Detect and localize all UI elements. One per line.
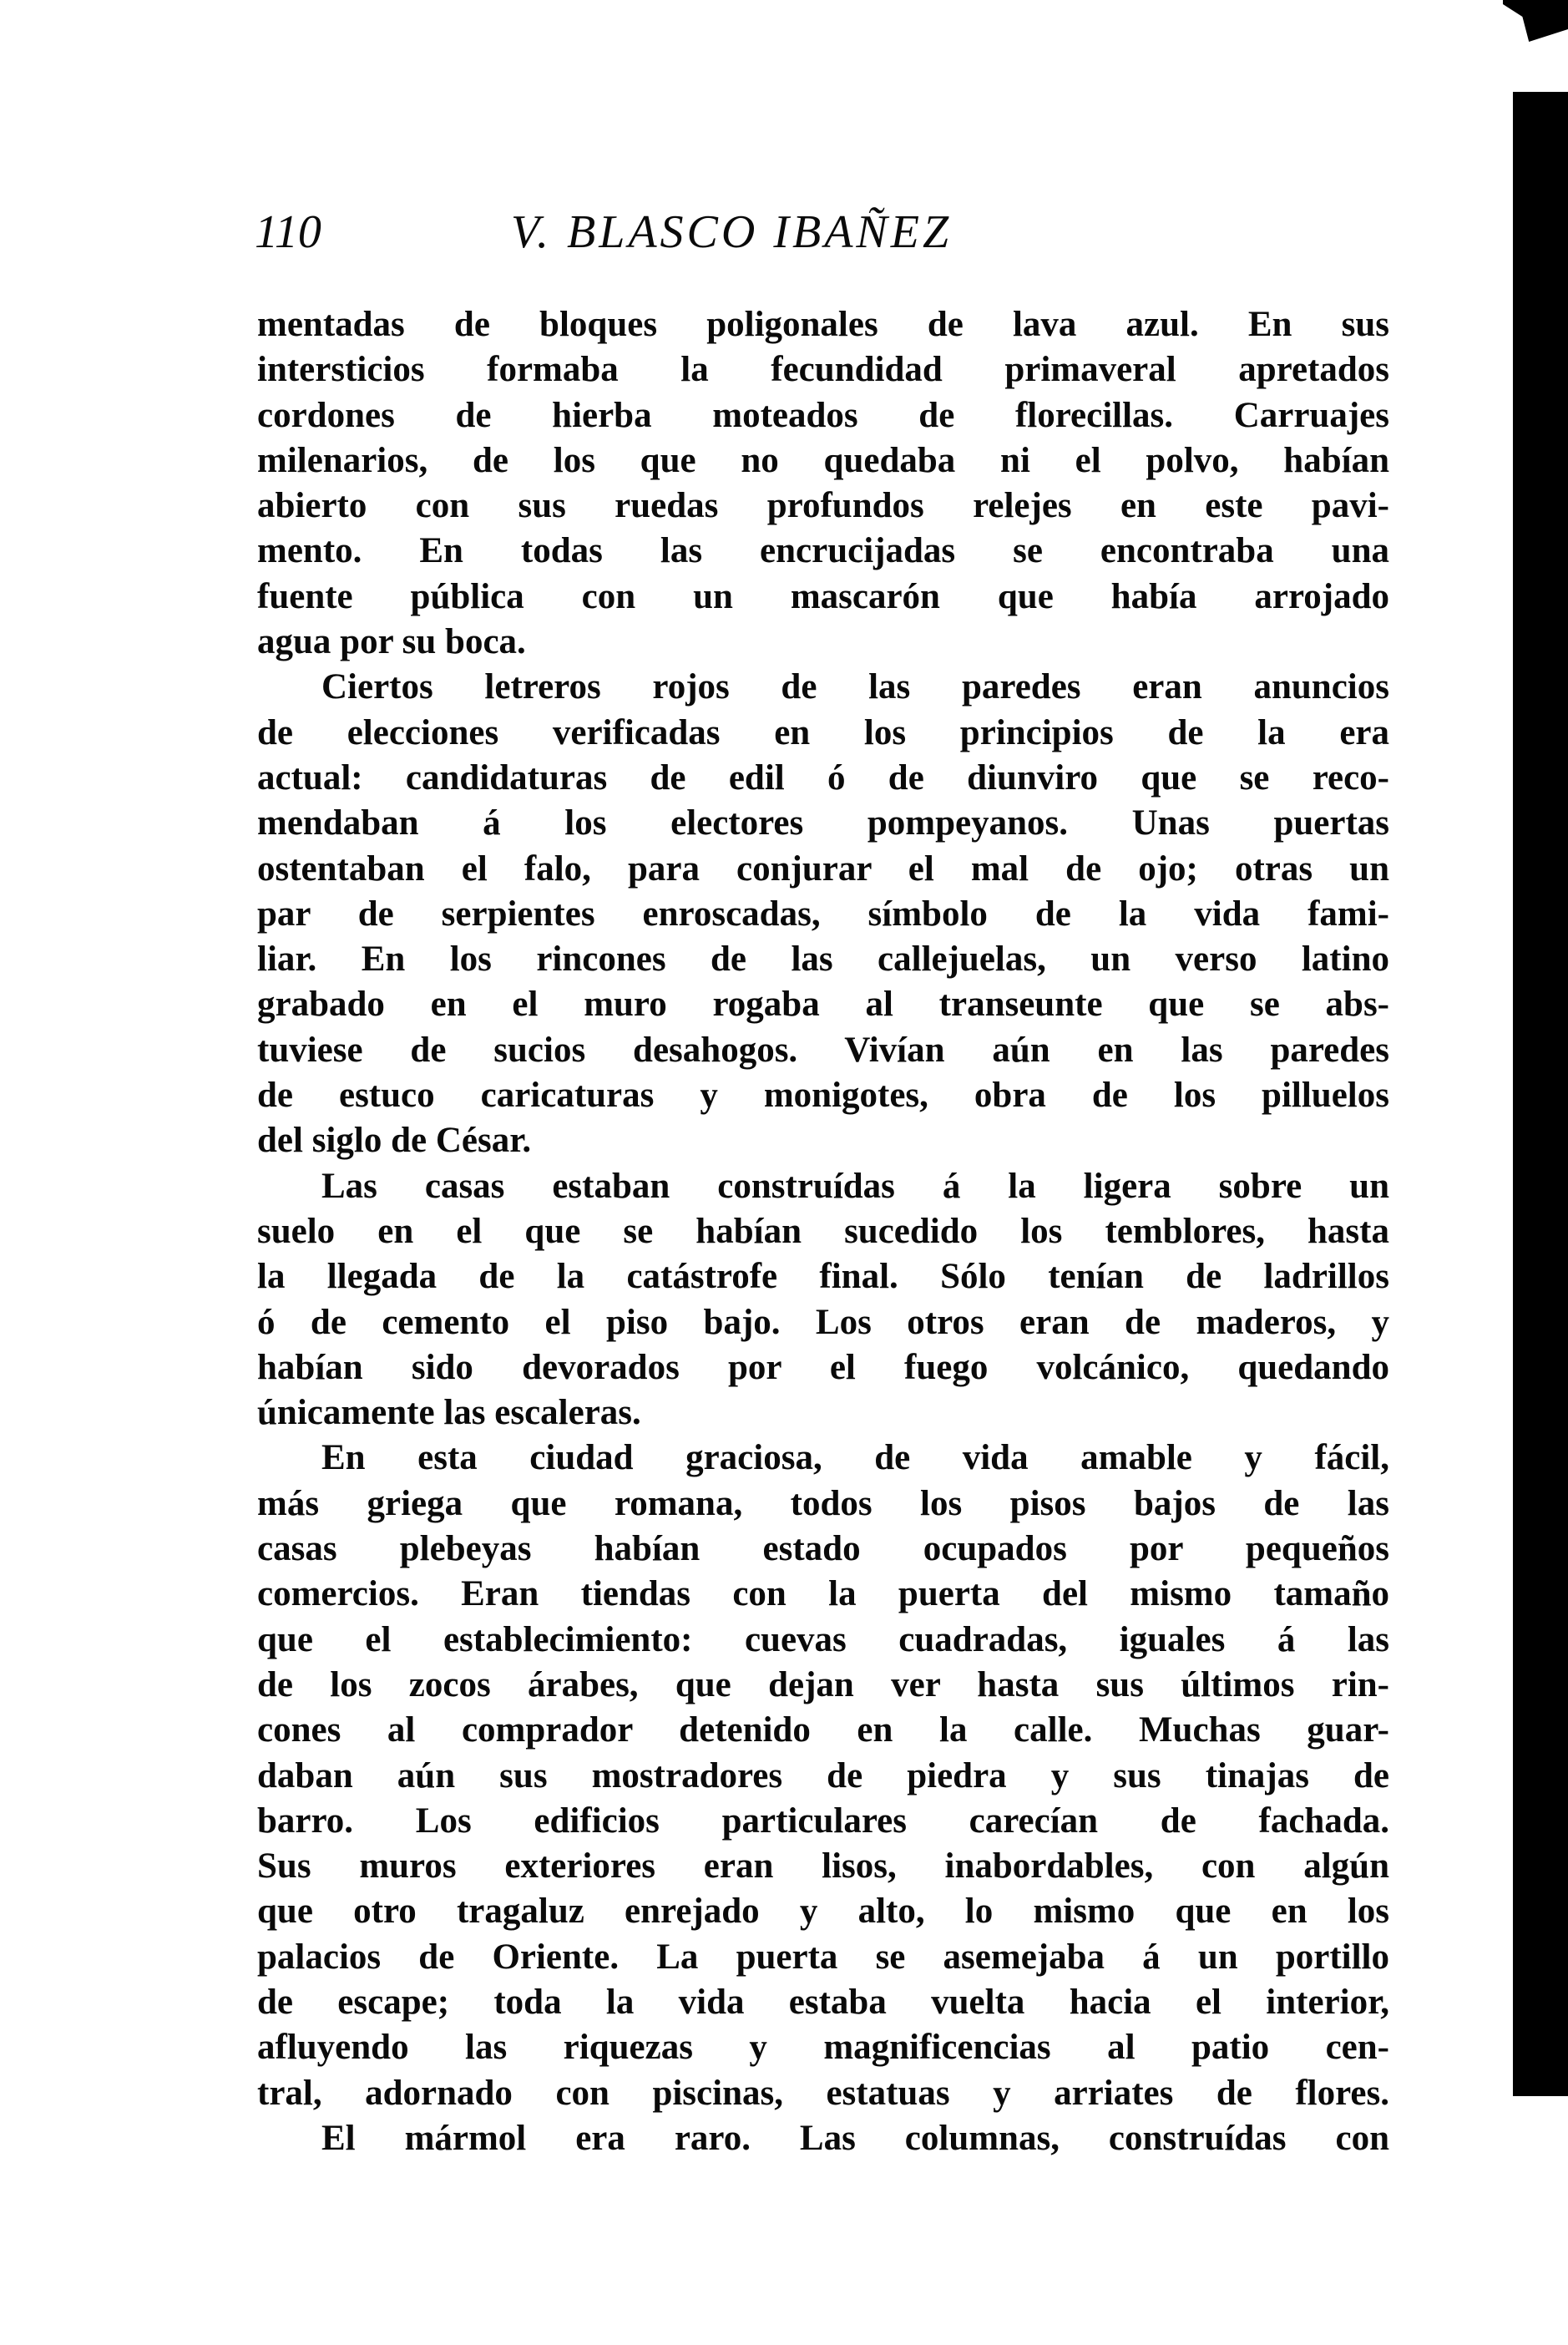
- text-line: actual: candidaturas de edil ó de diunviro que se reco-: [257, 757, 1389, 798]
- text-line: cones al comprador detenido en la calle. Muchas guar-: [257, 1710, 1389, 1750]
- text-line: intersticios formaba la fecundidad primaveral apretados: [257, 350, 1389, 390]
- text-line: El mármol era raro. Las columnas, construídas con: [321, 2118, 1389, 2158]
- text-line: ó de cemento el piso bajo. Los otros eran de maderos, y: [257, 1302, 1389, 1342]
- text-line: del siglo de César.: [257, 1121, 532, 1161]
- text-line: suelo en el que se habían sucedido los temblores, hasta: [257, 1211, 1389, 1251]
- text-line: agua por su boca.: [257, 622, 526, 662]
- text-line: de estuco caricaturas y monigotes, obra de los pilluelos: [257, 1076, 1389, 1116]
- text-line: de los zocos árabes, que dejan ver hasta sus últimos rin-: [257, 1664, 1389, 1704]
- text-line: palacios de Oriente. La puerta se asemejaba á un portillo: [257, 1937, 1389, 1977]
- text-line: cordones de hierba moteados de florecillas. Carruajes: [257, 395, 1389, 435]
- text-line: milenarios, de los que no quedaba ni el polvo, habían: [257, 440, 1389, 480]
- scan-edge-shadow: [1503, 0, 1568, 42]
- text-line: fuente pública con un mascarón que había arrojado: [257, 576, 1389, 616]
- text-line: mentadas de bloques poligonales de lava azul. En sus: [257, 305, 1389, 344]
- text-line: En esta ciudad graciosa, de vida amable y fácil,: [321, 1438, 1389, 1478]
- text-line: más griega que romana, todos los pisos bajos de las: [257, 1483, 1389, 1523]
- text-line: tuviese de sucios desahogos. Vivían aún en las paredes: [257, 1030, 1389, 1070]
- text-line: únicamente las escaleras.: [257, 1393, 641, 1433]
- text-line: Sus muros exteriores eran lisos, inabordables, con algún: [257, 1846, 1389, 1887]
- scan-binding-shadow: [1513, 92, 1568, 2096]
- text-line: Las casas estaban construídas á la ligera sobre un: [321, 1166, 1389, 1206]
- text-line: que otro tragaluz enrejado y alto, lo mismo que en los: [257, 1892, 1389, 1932]
- text-line: comercios. Eran tiendas con la puerta del mismo tamaño: [257, 1574, 1389, 1614]
- page-number: 110: [255, 206, 321, 258]
- running-title: V. BLASCO IBAÑEZ: [511, 206, 953, 258]
- text-line: abierto con sus ruedas profundos relejes en este pavi-: [257, 486, 1389, 526]
- text-line: grabado en el muro rogaba al transeunte que se abs-: [257, 985, 1389, 1025]
- text-line: mento. En todas las encrucijadas se encontraba una: [257, 531, 1389, 571]
- text-line: que el establecimiento: cuevas cuadradas, iguales á las: [257, 1619, 1389, 1659]
- text-line: de escape; toda la vida estaba vuelta hacia el interior,: [257, 1982, 1389, 2022]
- text-line: daban aún sus mostradores de piedra y sus tinajas de: [257, 1755, 1389, 1795]
- text-line: mendaban á los electores pompeyanos. Unas puertas: [257, 803, 1389, 843]
- text-line: liar. En los rincones de las callejuelas, un verso latino: [257, 940, 1389, 980]
- text-line: tral, adornado con piscinas, estatuas y arriates de flores.: [257, 2073, 1389, 2113]
- text-line: par de serpientes enroscadas, símbolo de la vida fami-: [257, 894, 1389, 934]
- text-line: de elecciones verificadas en los principios de la era: [257, 712, 1389, 752]
- text-line: barro. Los edificios particulares carecían de fachada.: [257, 1801, 1389, 1841]
- text-line: Ciertos letreros rojos de las paredes eran anuncios: [321, 667, 1389, 707]
- text-line: la llegada de la catástrofe final. Sólo tenían de ladrillos: [257, 1257, 1389, 1297]
- body-text: [257, 302, 1389, 2161]
- text-line: casas plebeyas habían estado ocupados por pequeños: [257, 1529, 1389, 1569]
- text-line: ostentaban el falo, para conjurar el mal de ojo; otras un: [257, 848, 1389, 889]
- text-line: habían sido devorados por el fuego volcánico, quedando: [257, 1347, 1389, 1387]
- text-line: afluyendo las riquezas y magnificencias al patio cen-: [257, 2028, 1389, 2068]
